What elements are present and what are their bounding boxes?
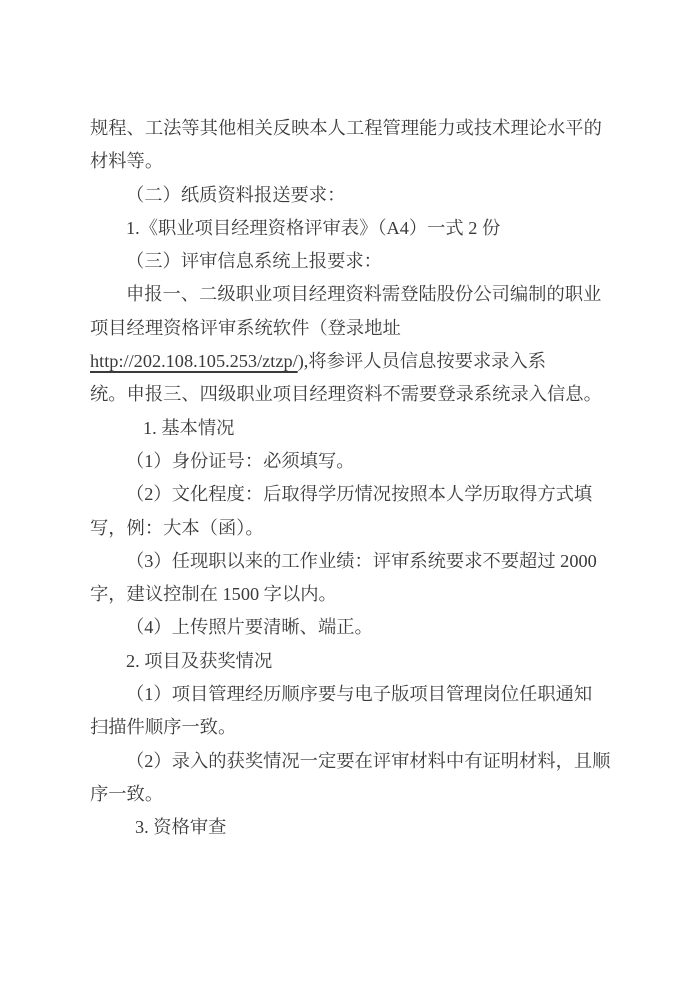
document-body: [90, 112, 620, 845]
line-qualification-review-heading: 3. 资格审查: [135, 817, 227, 838]
line-system-report-2: 项目经理资格评审系统软件（登录地址: [90, 317, 401, 338]
line-system-report-url: [90, 345, 620, 378]
system-login-url-link[interactable]: http://202.108.105.253/ztzp/: [90, 351, 298, 372]
line-education-1: （2）文化程度：后取得学历情况按照本人学历取得方式填: [126, 484, 593, 505]
line-section-3-heading: （三）评审信息系统上报要求：: [126, 251, 382, 272]
line-basic-info-heading: 1. 基本情况: [143, 417, 235, 438]
line-awards-proof-2: 序一致。: [90, 783, 164, 804]
line-system-report-3: 统。申报三、四级职业项目经理资料不需要登录系统录入信息。: [90, 384, 602, 405]
line-system-report-1: 申报一、二级职业项目经理资料需登陆股份公司编制的职业: [126, 284, 602, 305]
line-projects-awards-heading: 2. 项目及获奖情况: [126, 650, 273, 671]
line-education-2: 写，例：大本（函）。: [90, 517, 264, 538]
line-section-2-heading: （二）纸质资料报送要求：: [126, 184, 346, 205]
line-work-achievement-2: 字，建议控制在 1500 字以内。: [90, 584, 337, 605]
line-work-achievement-1: （3）任现职以来的工作业绩：评审系统要求不要超过 2000: [126, 550, 597, 571]
line-project-order-1: （1）项目管理经历顺序要与电子版项目管理岗位任职通知: [126, 684, 593, 705]
line-id-number: （1）身份证号：必须填写。: [126, 450, 355, 471]
line-photo-upload: （4）上传照片要清晰、端正。: [126, 617, 373, 638]
line-item-review-form: 1.《职业项目经理资格评审表》（A4）一式 2 份: [126, 217, 501, 238]
line-materials-continued-2: 材料等。: [90, 151, 164, 172]
url-line-rest-text: ),将参评人员信息按要求录入系: [297, 351, 547, 372]
line-awards-proof-1: （2）录入的获奖情况一定要在评审材料中有证明材料，且顺: [126, 750, 611, 771]
line-materials-continued-1: 规程、工法等其他相关反映本人工程管理能力或技术理论水平的: [90, 118, 602, 138]
line-project-order-2: 扫描件顺序一致。: [90, 717, 237, 738]
